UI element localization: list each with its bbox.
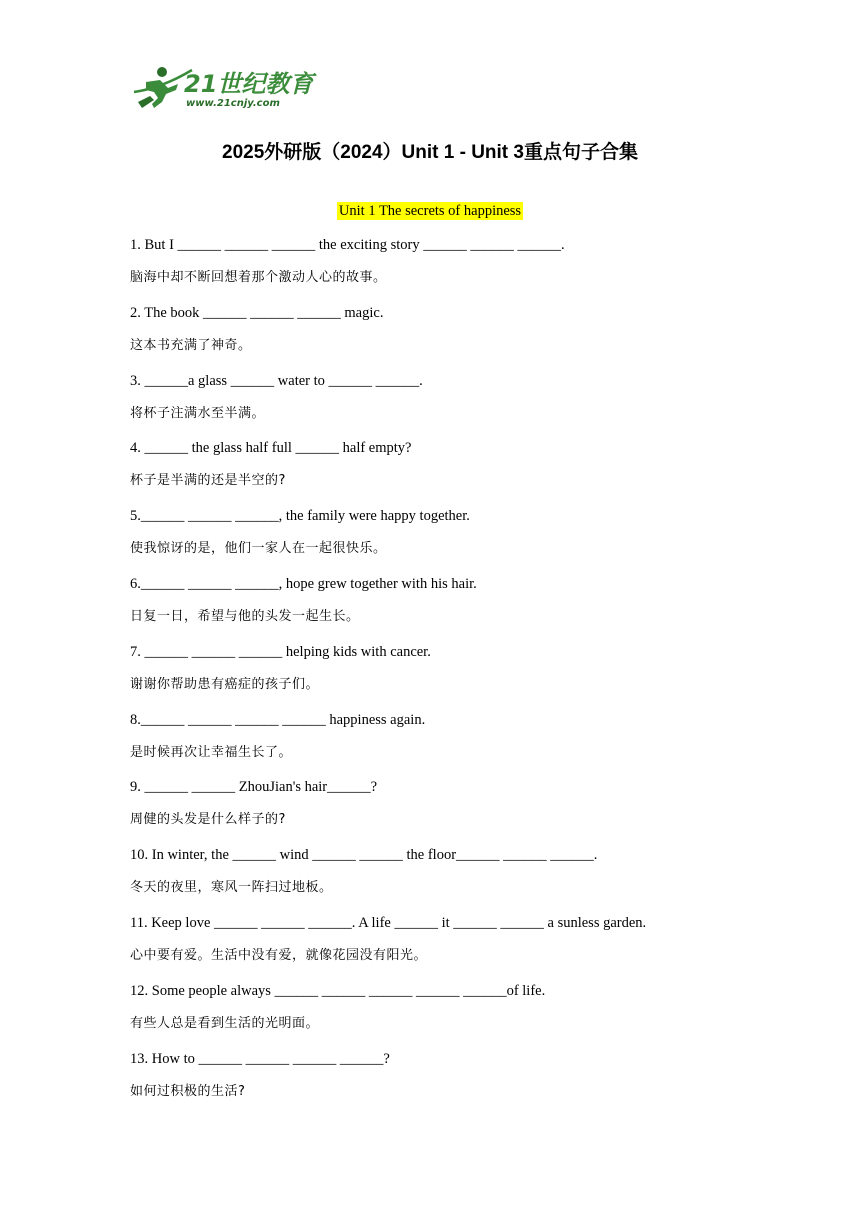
list-item — [130, 981, 750, 1049]
chinese-translation: 这本书充满了神奇。 — [130, 337, 252, 353]
list-item — [130, 371, 750, 439]
english-sentence: 4. ______ the glass half full ______ half empty? — [130, 440, 412, 457]
unit-heading — [0, 201, 860, 221]
english-sentence: 9. ______ ______ ZhouJian's hair______? — [130, 779, 378, 796]
chinese-translation: 是时候再次让幸福生长了。 — [130, 744, 293, 760]
chinese-translation: 周健的头发是什么样子的? — [130, 812, 286, 828]
list-item — [130, 642, 750, 710]
chinese-translation: 日复一日，希望与他的头发一起生长。 — [130, 608, 360, 624]
chinese-translation: 脑海中却不断回想着那个激动人心的故事。 — [130, 270, 387, 285]
list-item — [130, 303, 750, 371]
list-item — [130, 777, 750, 845]
sentence-list — [130, 235, 750, 1116]
logo — [132, 62, 322, 112]
english-sentence: 2. The book ______ ______ ______ magic. — [130, 304, 384, 321]
logo-url-text: www.21cnjy.com — [186, 98, 280, 109]
english-sentence: 3. ______a glass ______ water to ______ ______. — [130, 372, 423, 389]
list-item — [130, 574, 750, 642]
english-sentence: 10. In winter, the ______ wind ______ ______ the floor______ ______ ______. — [130, 847, 598, 864]
chinese-translation: 有些人总是看到生活的光明面。 — [130, 1015, 320, 1031]
english-sentence: 11. Keep love ______ ______ ______. A life ______ it ______ ______ a sunless garden. — [130, 914, 647, 931]
list-item — [130, 1049, 750, 1117]
unit-heading-text: Unit 1 The secrets of happiness — [338, 203, 522, 219]
chinese-translation: 将杯子注满水至半满。 — [130, 405, 266, 421]
chinese-translation: 如何过积极的生活? — [130, 1083, 246, 1099]
english-sentence: 12. Some people always ______ ______ ______ ______ ______of life. — [130, 982, 546, 999]
english-sentence: 5.______ ______ ______, the family were happy together. — [130, 508, 470, 525]
english-sentence: 6.______ ______ ______, hope grew together with his hair. — [130, 575, 477, 592]
document-title: 2025外研版（2024）Unit 1 - Unit 3重点句子合集 — [222, 142, 638, 163]
list-item — [130, 845, 750, 913]
list-item — [130, 710, 750, 778]
list-item — [130, 506, 750, 574]
list-item — [130, 438, 750, 506]
chinese-translation: 心中要有爱。生活中没有爱，就像花园没有阳光。 — [130, 947, 428, 963]
list-item — [130, 235, 750, 303]
chinese-translation: 冬天的夜里，寒风一阵扫过地板。 — [130, 880, 333, 896]
logo-brand-text: 21世纪教育 — [184, 70, 314, 98]
chinese-translation: 使我惊讶的是，他们一家人在一起很快乐。 — [130, 541, 387, 557]
runner-logo-icon — [132, 62, 322, 112]
english-sentence: 13. How to ______ ______ ______ ______? — [130, 1050, 390, 1067]
chinese-translation: 杯子是半满的还是半空的? — [130, 473, 286, 489]
list-item — [130, 913, 750, 981]
english-sentence: 8.______ ______ ______ ______ happiness again. — [130, 711, 426, 728]
english-sentence: 1. But I ______ ______ ______ the exciting story ______ ______ ______. — [130, 237, 565, 253]
english-sentence: 7. ______ ______ ______ helping kids with cancer. — [130, 643, 431, 660]
chinese-translation: 谢谢你帮助患有癌症的孩子们。 — [130, 676, 320, 692]
